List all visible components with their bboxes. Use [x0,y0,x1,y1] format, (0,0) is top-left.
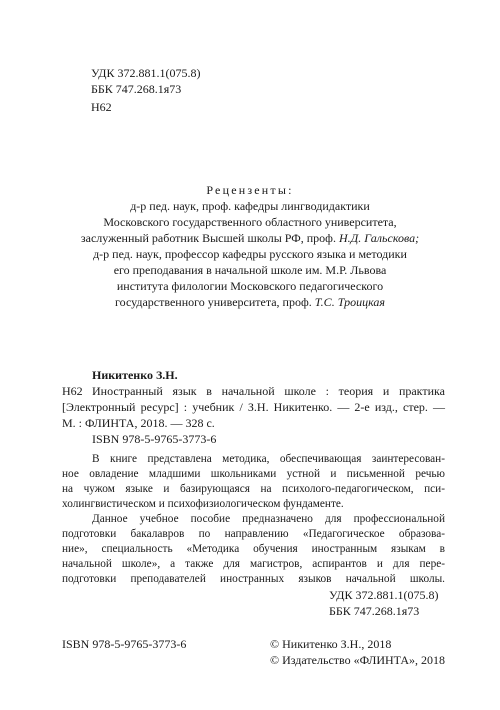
abstract-line: холингвистическом и психофизиологическом фундаменте. [62,498,344,510]
abstract-line: на чужом языке и базирующаяся на психолого-педагогическом, пси- [62,483,445,495]
reviewer-line: Московского государственного областного университета, [103,215,397,229]
abstract-bbk: ББК 747.268.1я73 [329,604,420,618]
abstract-line: В книге представлена методика, обеспечивающая заинтересован- [92,453,445,465]
reviewer-name: Т.С. Троицкая [314,295,385,309]
reviewer-line [0,295,500,310]
footer-isbn: ISBN 978-5-9765-3773-6 [62,637,187,651]
catalog-line: Иностранный язык в начальной школе : теория и практика [92,384,445,398]
reviewer-line: д-р пед. наук, проф. кафедры лингводидактики [130,199,370,213]
abstract-line: подготовки преподавателей иностранных языков начальной школы. [62,573,445,585]
abstract-udk: УДК 372.881.1(075.8) [329,588,439,602]
reviewer-line: его преподавания в начальной школе им. М.Р. Львова [113,263,387,277]
copyright-publisher: © Издательство «ФЛИНТА», 2018 [270,653,446,667]
reviewer-line: д-р пед. наук, профессор кафедры русского языка и методики [93,247,407,261]
catalog-author: Никитенко З.Н. [92,368,178,382]
reviewer-line: института филологии Московского педагогического [116,279,384,293]
abstract-line: подготовки бакалавров по направлению «Педагогическое образова- [62,528,445,540]
reviewer-line [0,231,500,246]
reviewer-name: Н.Д. Гальскова; [338,231,420,245]
reviewer-line-text: государственного университета, проф. [115,295,312,309]
catalog-line: [Электронный ресурс] : учебник / З.Н. Никитенко. — 2-е изд., стер. — [62,400,445,414]
reviewers-title: Рецензенты: [206,183,294,197]
abstract-line: Данное учебное пособие предназначено для профессиональной [92,513,445,525]
udk-code: УДК 372.881.1(075.8) [91,66,201,80]
copyright-author: © Никитенко З.Н., 2018 [270,637,392,651]
reviewer-line-text: заслуженный работник Высшей школы РФ, проф. [80,231,336,245]
catalog-isbn: ISBN 978-5-9765-3773-6 [92,432,217,446]
author-mark: Н62 [91,100,112,114]
catalog-line: М. : ФЛИНТА, 2018. — 328 с. [62,416,215,430]
abstract-line: ное овладение младшими школьниками устной и письменной речью [62,468,445,480]
abstract-line: ние», специальность «Методика обучения иностранным языкам в [62,543,445,555]
bbk-code: ББК 747.268.1я73 [91,82,182,96]
catalog-code: Н62 [62,384,83,398]
abstract-line: начальной школе», а также для магистров, аспирантов и для пере- [62,558,445,570]
